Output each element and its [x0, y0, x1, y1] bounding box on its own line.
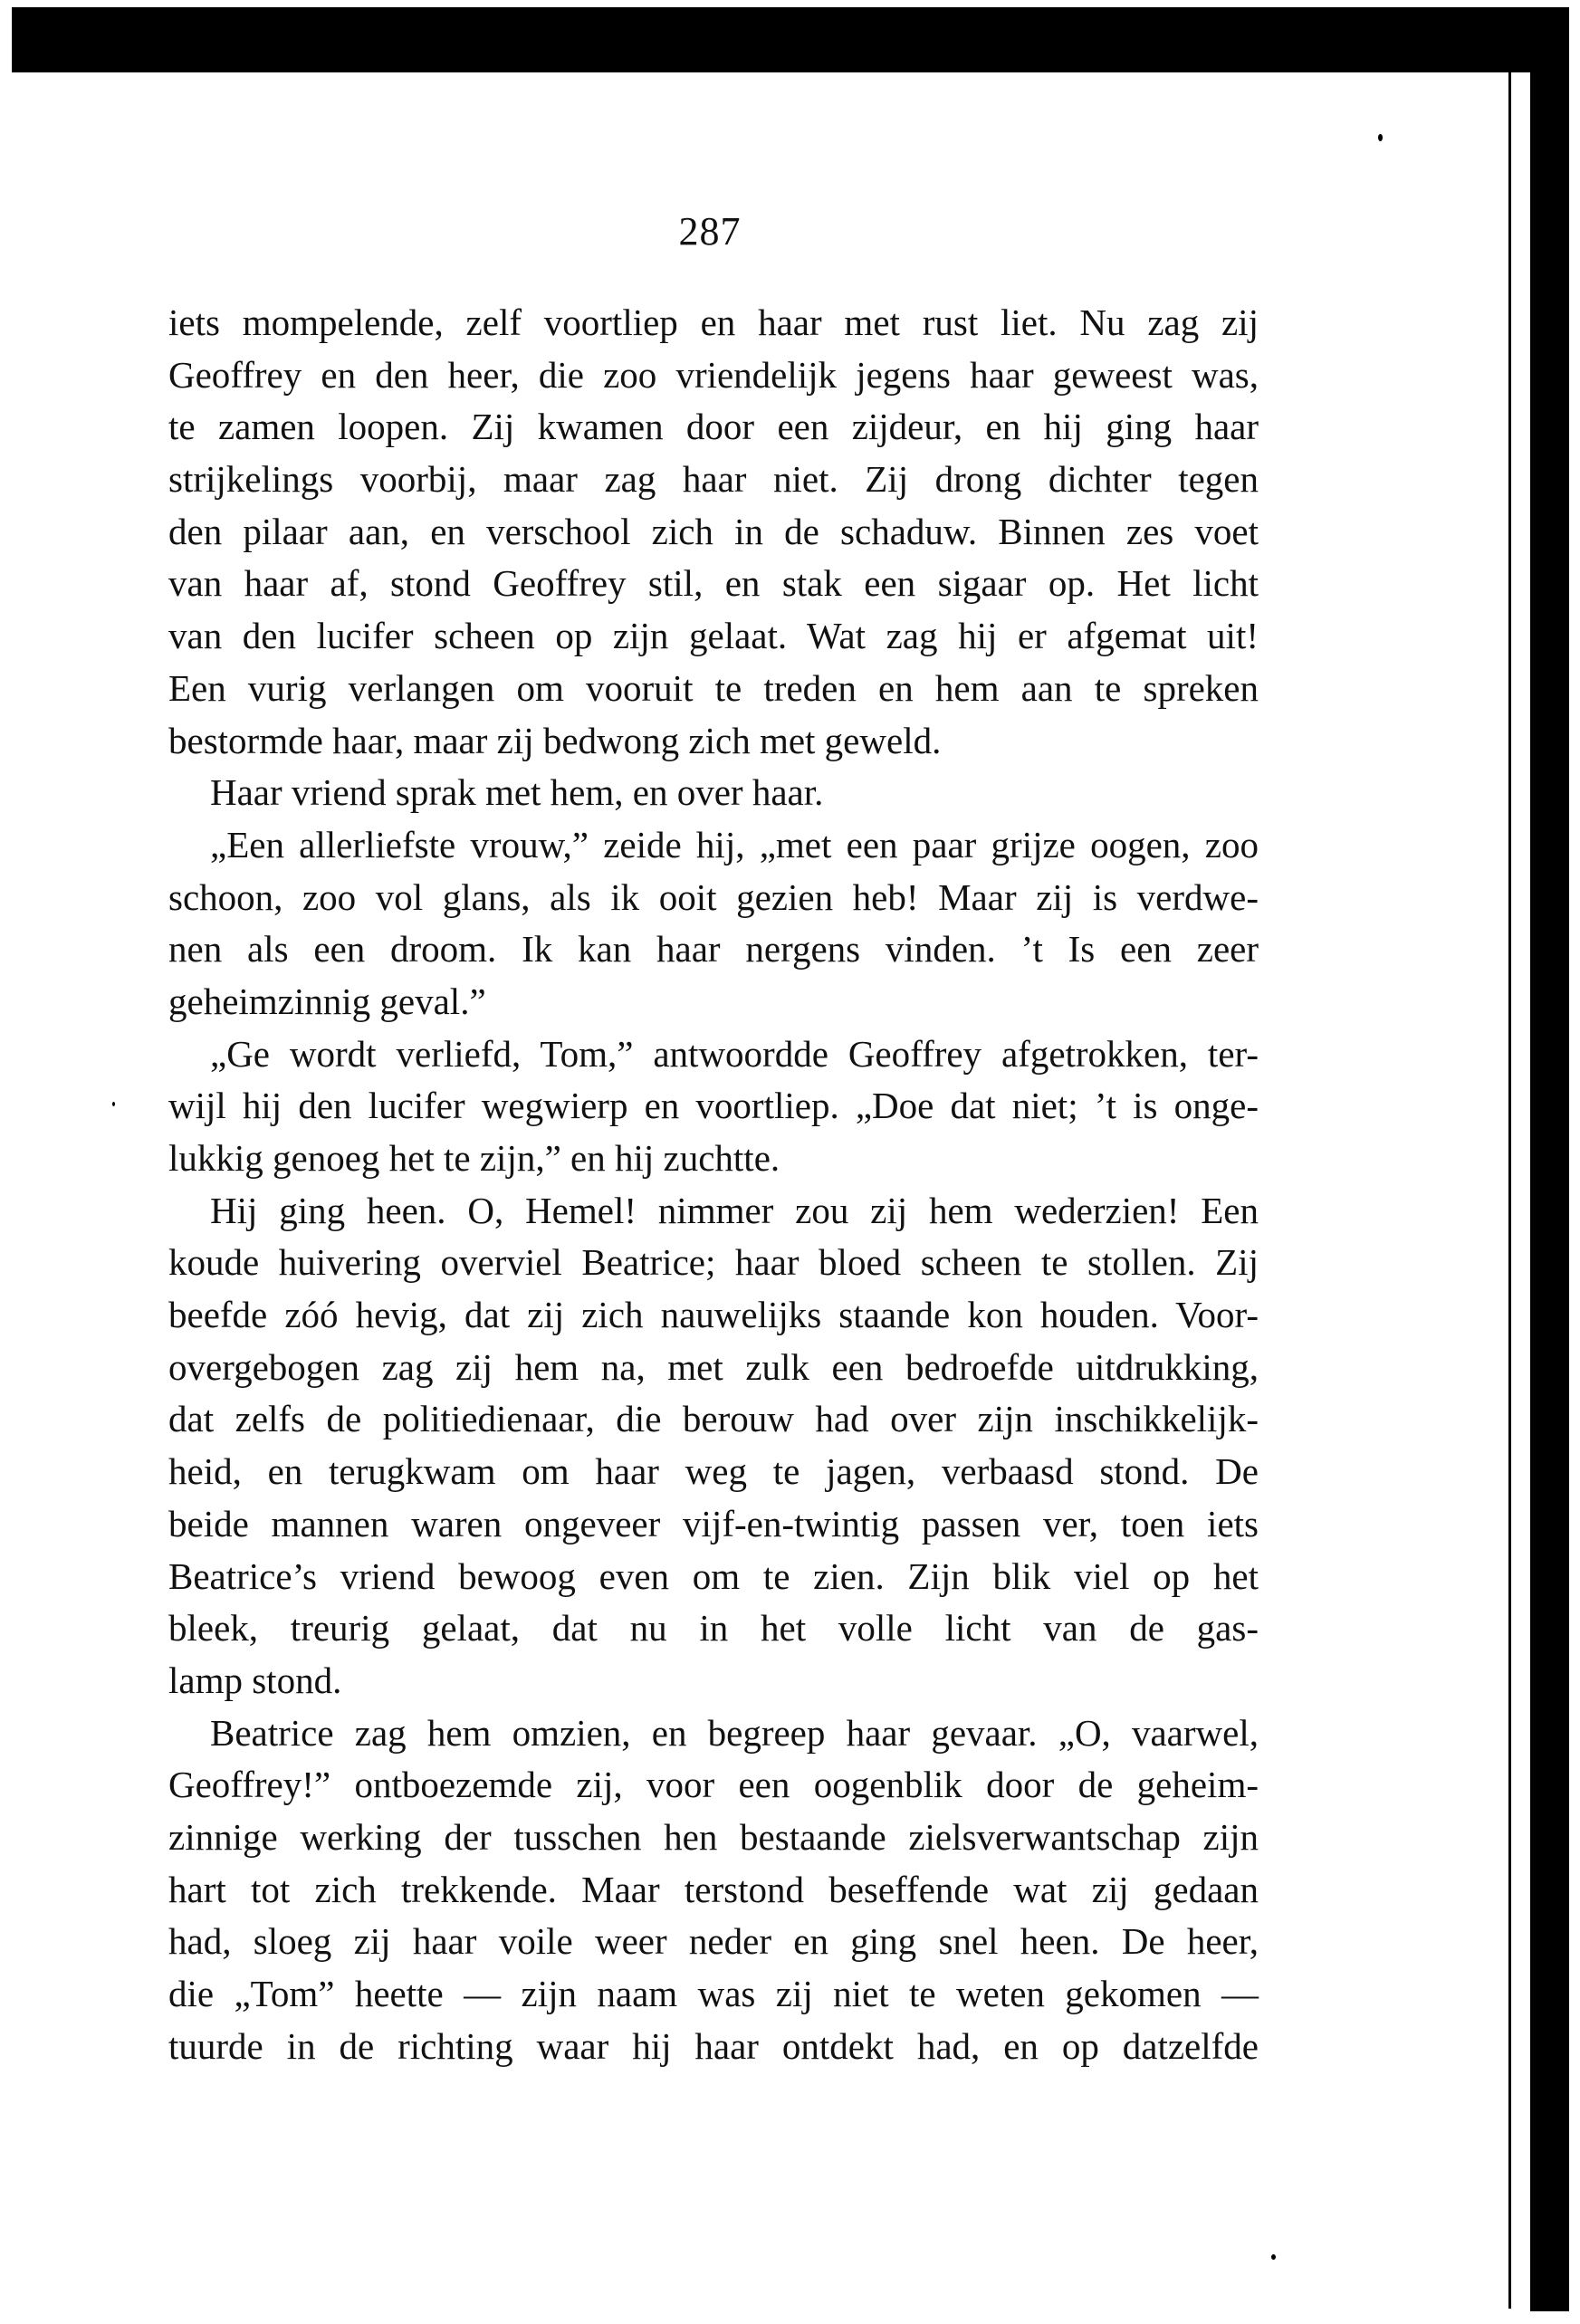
scan-border-top [12, 7, 1569, 72]
text-line: heid, en terugkwam om haar weg te jagen, verbaasd stond. De [168, 1450, 1259, 1493]
scan-page-strip [1512, 80, 1530, 2309]
page-number: 287 [678, 209, 742, 253]
text-line: geheimzinnig geval.” [168, 980, 486, 1022]
text-line: had, sloeg zij haar voile weer neder en ging snel heen. De heer, [168, 1920, 1259, 1963]
text-line: beide mannen waren ongeveer vijf-en-twintig passen ver, toen iets [168, 1502, 1259, 1545]
scan-speck [1378, 134, 1383, 141]
scan-speck [112, 1102, 115, 1106]
scan-border-right [1530, 7, 1569, 2311]
page-body-text [168, 297, 1259, 2072]
text-line: hart tot zich trekkende. Maar terstond beseffende wat zij gedaan [168, 1868, 1259, 1910]
text-line: wijl hij den lucifer wegwierp en voortliep. „Doe dat niet; ’t is onge- [168, 1085, 1259, 1127]
text-line: van den lucifer scheen op zijn gelaat. Wat zag hij er afgemat uit! [168, 615, 1259, 657]
text-line: „Een allerliefste vrouw,” zeide hij, „met een paar grijze oogen, zoo [210, 823, 1259, 866]
text-line: lamp stond. [168, 1659, 342, 1701]
scan-page-edge-line [1508, 72, 1511, 2309]
text-line: den pilaar aan, en verschool zich in de schaduw. Binnen zes voet [168, 510, 1259, 552]
text-line: die „Tom” heette — zijn naam was zij niet te weten gekomen — [168, 1973, 1259, 2014]
text-line: te zamen loopen. Zij kwamen door een zijdeur, en hij ging haar [168, 406, 1259, 448]
text-line: „Ge wordt verliefd, Tom,” antwoordde Geoffrey afgetrokken, ter- [210, 1032, 1259, 1075]
text-line: tuurde in de richting waar hij haar ontdekt had, en op datzelfde [168, 2024, 1259, 2067]
text-line: bestormde haar, maar zij bedwong zich met geweld. [168, 719, 942, 761]
text-line: Beatrice zag hem omzien, en begreep haar gevaar. „O, vaarwel, [210, 1711, 1259, 1754]
text-line: beefde zóó hevig, dat zij zich nauwelijks staande kon houden. Voor- [168, 1294, 1259, 1336]
text-line: van haar af, stond Geoffrey stil, en stak een sigaar op. Het licht [168, 562, 1259, 605]
text-line: strijkelings voorbij, maar zag haar niet. Zij drong dichter tegen [168, 458, 1259, 501]
text-line: schoon, zoo vol glans, als ik ooit gezien heb! Maar zij is verdwe- [168, 875, 1259, 918]
text-line: Haar vriend sprak met hem, en over haar. [210, 771, 824, 814]
text-line: Geoffrey!” ontboezemde zij, voor een oogenblik door de geheim- [168, 1764, 1259, 1806]
text-line: iets mompelende, zelf voortliep en haar met rust liet. Nu zag zij [168, 301, 1259, 343]
text-line: koude huivering overviel Beatrice; haar bloed scheen te stollen. Zij [168, 1241, 1259, 1284]
text-line: Beatrice’s vriend bewoog even om te zien. Zijn blik viel op het [168, 1554, 1259, 1597]
text-line: nen als een droom. Ik kan haar nergens vinden. ’t Is een zeer [168, 928, 1259, 971]
text-line: lukkig genoeg het te zijn,” en hij zuchtte. [168, 1137, 780, 1179]
text-line: Geoffrey en den heer, die zoo vriendelijk jegens haar geweest was, [168, 353, 1259, 396]
text-line: zinnige werking der tusschen hen bestaande zielsverwantschap zijn [168, 1815, 1259, 1858]
text-line: Hij ging heen. O, Hemel! nimmer zou zij hem wederzien! Een [210, 1189, 1259, 1231]
text-line: bleek, treurig gelaat, dat nu in het volle licht van de gas- [168, 1607, 1259, 1650]
text-line: Een vurig verlangen om vooruit te treden en hem aan te spreken [168, 666, 1259, 709]
text-line: dat zelfs de politiedienaar, die berouw had over zijn inschikkelijk- [168, 1398, 1259, 1440]
scan-speck [1271, 2254, 1276, 2260]
text-line: overgebogen zag zij hem na, met zulk een bedroefde uitdrukking, [168, 1345, 1259, 1388]
